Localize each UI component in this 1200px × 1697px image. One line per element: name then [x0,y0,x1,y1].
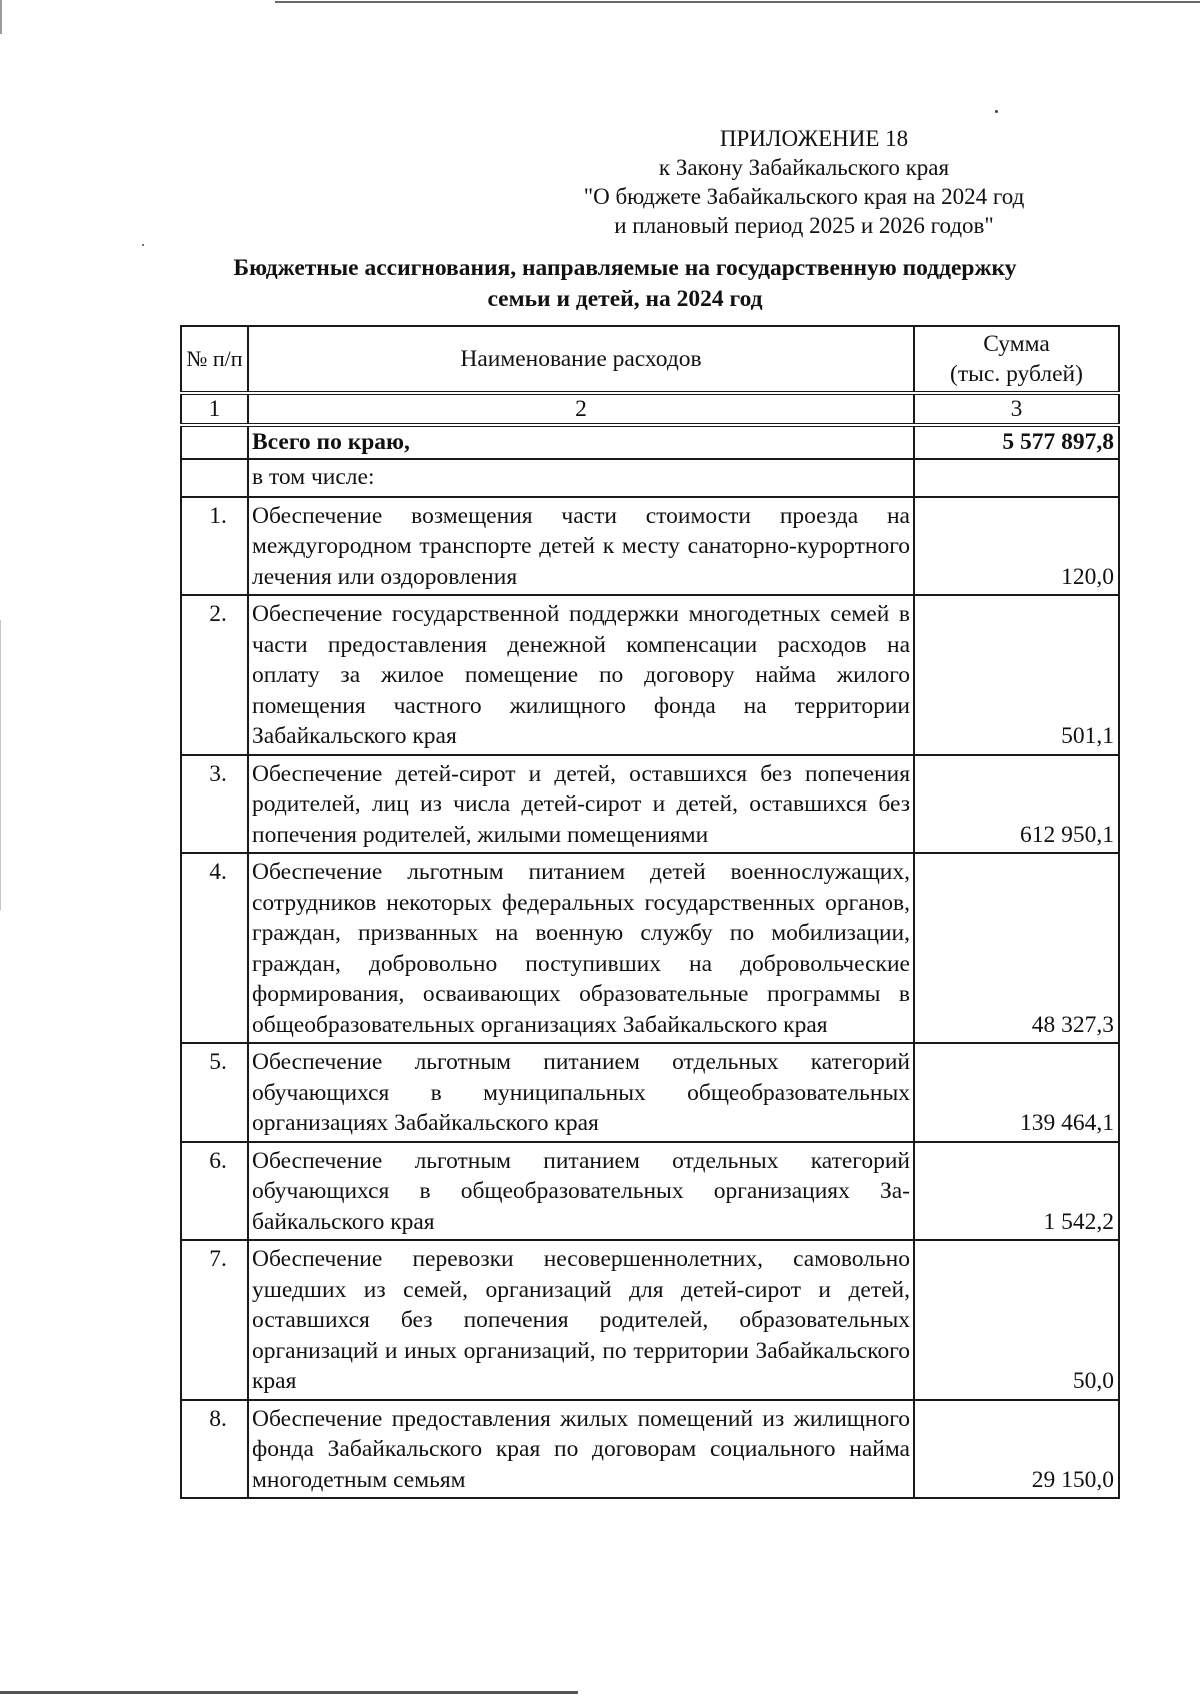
header-number: № п/п [181,326,248,393]
table-row [181,497,1119,596]
row-name: Обеспечение детей-сирот и детей, оставшихся без попечения родителей, лиц из числа детей-сирот и детей, оставшихся без попечения родителей, жилыми помещениями [248,755,914,854]
row-name: Обеспечение перевозки несовершеннолетних, самовольно ушедших из семей, организаций для детей-сирот и детей, оставшихся без попечения родителей, образовательных организаций и иных организаций, по территории Забайкальского края [248,1240,914,1400]
header-name: Наименование расходов [248,326,914,393]
row-number: 3. [181,755,248,854]
table-row [181,1400,1119,1499]
table-header-row [181,326,1119,393]
column-index: 1 [181,393,248,425]
row-value: 48 327,3 [914,853,1119,1043]
scan-left-mark [0,620,1,910]
row-number: 8. [181,1400,248,1499]
table-row [181,595,1119,755]
appendix-title: ПРИЛОЖЕНИЕ 18 [719,126,909,151]
subtotal-row [181,459,1119,497]
scan-bottom-edge [0,1691,578,1694]
row-name: Обеспечение льготным питанием детей военнослужащих, сотрудников некоторых федеральных государственных органов, граждан, призванных на военную службу по мобилизации, граждан, добровольно поступивших на добровольческие формирования, осваивающих образовательные программы в общеобразовательных организациях Забайкальского края [248,853,914,1043]
row-name: Обеспечение льготным питанием отдельных категорий обучающихся в общеобразовательных организациях Забайкальского края [248,1142,914,1241]
total-number-cell [181,425,248,459]
document-title-line: семьи и детей, на 2024 год [487,286,763,312]
header-sum-unit: (тыс. рублей) [950,361,1083,387]
header-sum-label: Сумма [983,330,1050,357]
subtotal-value-cell [914,459,1119,497]
appendix-line: к Закону Забайкальского края [658,155,950,180]
budget-table [180,325,1120,1499]
row-number: 6. [181,1142,248,1241]
row-number: 1. [181,497,248,596]
row-value: 50,0 [914,1240,1119,1400]
row-value: 612 950,1 [914,755,1119,854]
subtotal-number-cell [181,459,248,497]
total-value: 5 577 897,8 [914,425,1119,459]
column-index-row [181,393,1119,425]
subtotal-label: в том числе: [248,459,914,497]
scan-top-edge [275,1,1200,3]
column-index: 2 [248,393,914,425]
scan-dot [142,244,144,246]
table-row [181,853,1119,1043]
scan-left-mark [0,0,2,34]
total-row [181,425,1119,459]
appendix-line: "О бюджете Забайкальского края на 2024 год [583,184,1025,209]
row-value: 139 464,1 [914,1043,1119,1142]
row-value: 29 150,0 [914,1400,1119,1499]
document-title [150,253,1100,315]
table-row [181,1240,1119,1400]
row-name: Обеспечение возмещения части стоимости проезда на междугородном транспорте детей к месту санаторно-курортного лечения или оздоровления [248,497,914,596]
row-number: 2. [181,595,248,755]
column-index: 3 [914,393,1119,425]
table-row [181,1043,1119,1142]
row-value: 1 542,2 [914,1142,1119,1241]
table-row [181,755,1119,854]
row-number: 4. [181,853,248,1043]
total-label: Всего по краю, [248,425,914,459]
appendix-header [504,124,1104,240]
row-number: 5. [181,1043,248,1142]
document-title-line: Бюджетные ассигнования, направляемые на государственную поддержку [233,255,1017,281]
row-name: Обеспечение государственной поддержки многодетных семей в части предоставления денежной компенсации расходов на оплату за жилое помещение по договору найма жилого помещения частного жилищного фонда на территории Забайкальского края [248,595,914,755]
row-name: Обеспечение льготным питанием отдельных категорий обучающихся в муниципальных общеобразовательных организациях Забайкальского края [248,1043,914,1142]
row-number: 7. [181,1240,248,1400]
row-name: Обеспечение предоставления жилых помещений из жилищного фонда Забайкальского края по договорам социального найма многодетным семьям [248,1400,914,1499]
row-value: 120,0 [914,497,1119,596]
appendix-line: и плановый период 2025 и 2026 годов" [614,213,994,238]
scan-dot [995,110,998,113]
header-sum [914,326,1119,393]
table-row [181,1142,1119,1241]
row-value: 501,1 [914,595,1119,755]
